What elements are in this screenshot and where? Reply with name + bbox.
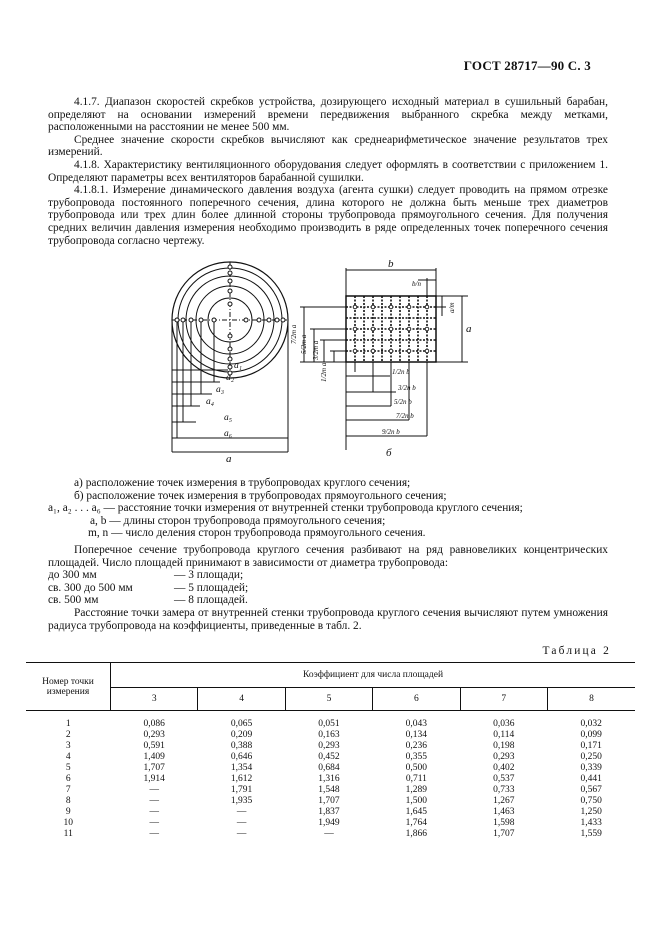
coefficient-cell: 0,209	[230, 730, 253, 740]
table-row	[26, 741, 635, 752]
row-number: 9	[65, 807, 71, 817]
coefficient-cell: —	[149, 807, 159, 817]
label-a6: a₆	[224, 429, 233, 439]
coefficient-cell: 0,043	[405, 719, 428, 729]
range-count: — 3 площади;	[174, 569, 244, 581]
measurement-points-figure	[150, 256, 530, 464]
coefficient-cell: 0,441	[580, 774, 602, 784]
legend-a1-a6: a₁, a₂ . . . a₆ — расстояние точки измерения от внутренней стенки трубопровода круглого сечения;	[48, 502, 523, 515]
legend-b: б) расположение точек измерения в трубопроводах прямоугольного сечения;	[74, 489, 447, 502]
coefficient-cell: 1,837	[318, 807, 340, 817]
dim-3a: 3/2m a	[312, 340, 320, 360]
coefficient-cell: 1,433	[580, 818, 602, 828]
range-diameter: св. 500 мм	[48, 594, 99, 607]
coefficient-cell: 1,354	[230, 763, 253, 773]
row-number: 2	[65, 730, 71, 740]
coefficient-cell: 0,032	[580, 719, 602, 729]
coefficient-cell: 1,250	[580, 807, 602, 817]
coefficient-cell: 0,250	[580, 752, 602, 762]
coefficient-cell: —	[149, 829, 159, 839]
dim-7b: 7/2n b	[396, 412, 414, 420]
row-number: 1	[65, 719, 71, 729]
row-number: 8	[65, 796, 71, 806]
intro-text	[48, 96, 608, 247]
label-a2: a₂	[226, 373, 235, 383]
paragraph-cross-section: Поперечное сечение трубопровода круглого сечения разбивают на ряд равновеликих концентрических площадей. Число площадей принимают в зависимости от диаметра трубопровода:	[48, 544, 608, 569]
coefficient-cell: 1,548	[318, 785, 340, 795]
paragraph-distance: Расстояние точки замера от внутренней стенки трубопровода круглого сечения вычисляют путем умножения радиуса трубопровода на коэффициенты, приведенные в табл. 2.	[48, 607, 608, 632]
dim-1a: 1/2m a	[320, 362, 328, 382]
table-row	[26, 763, 635, 774]
range-count: — 8 площадей.	[174, 594, 248, 607]
coefficient-cell: 1,707	[493, 829, 515, 839]
coefficient-cell: —	[324, 829, 334, 839]
coefficient-cell: 1,866	[405, 829, 428, 839]
coefficient-cell: 1,612	[230, 774, 253, 784]
table-row	[26, 818, 635, 829]
coefficient-cell: —	[149, 818, 159, 828]
range-count: — 5 площадей;	[174, 581, 249, 594]
coefficient-cell: 0,236	[405, 741, 428, 751]
range-row	[48, 569, 613, 582]
dim-1b: 1/2n b	[392, 368, 410, 376]
row-number: 11	[63, 829, 73, 839]
diameter-ranges	[48, 569, 613, 607]
coefficient-cell: —	[236, 818, 247, 828]
col-header: 8	[547, 688, 635, 711]
figure-legend	[48, 477, 613, 540]
coefficient-cell: 1,289	[405, 785, 428, 795]
coefficient-cell: 0,402	[493, 763, 515, 773]
paragraph-average: Среднее значение скорости скребков вычисляют как среднеарифметическое значение результатов трех измерений.	[48, 133, 608, 159]
dim-a-over-m: a/m	[448, 302, 456, 313]
col-header-group: Коэффициент для числа площадей	[111, 663, 636, 688]
coefficient-cell: 1,316	[318, 774, 340, 784]
coefficient-cell: 1,598	[493, 818, 515, 828]
legend-m-n: m, n — число деления сторон трубопровода прямоугольного сечения.	[88, 527, 426, 540]
coefficient-cell: 0,733	[493, 785, 515, 795]
paragraph-4-1-8: 4.1.8. Характеристику вентиляционного оборудования следует оформлять в соответствии с приложением 1. Определяют параметры всех вентиляторов барабанной сушилки.	[48, 158, 608, 184]
coefficient-cell: 1,935	[230, 796, 253, 806]
range-diameter: до 300 мм	[48, 569, 97, 581]
coefficients-table	[26, 662, 635, 840]
dim-7a: 7/2m a	[290, 324, 298, 344]
coefficient-cell: 0,537	[493, 774, 515, 784]
coefficient-cell: —	[149, 785, 159, 795]
col-header: 6	[373, 688, 460, 711]
dim-5b: 5/2n b	[394, 398, 412, 406]
coefficient-cell: 1,707	[143, 763, 165, 773]
figure-label-b: б	[386, 447, 392, 459]
circular-section-diagram	[172, 262, 288, 452]
coefficient-cell: 0,355	[405, 752, 428, 762]
table-row	[26, 807, 635, 818]
coefficient-cell: 1,707	[318, 796, 340, 806]
col-header: 3	[111, 688, 198, 711]
dim-5a: 5/2m a	[300, 334, 308, 354]
coefficient-cell: 1,949	[318, 818, 340, 828]
coefficient-cell: 1,409	[143, 752, 165, 762]
coefficient-cell: 0,339	[580, 763, 602, 773]
label-a1: a₁	[234, 361, 243, 371]
coefficient-cell: 1,645	[405, 807, 428, 817]
legend-a: а) расположение точек измерения в трубопроводах круглого сечения;	[74, 477, 411, 489]
coefficient-cell: 0,114	[493, 730, 515, 740]
coefficient-cell: —	[236, 807, 247, 817]
coefficient-cell: 0,500	[405, 763, 428, 773]
table-row	[26, 711, 635, 731]
col-header: 5	[285, 688, 372, 711]
label-a4: a₄	[206, 397, 215, 407]
coefficient-cell: 0,646	[230, 752, 253, 762]
coefficient-cell: 0,750	[580, 796, 602, 806]
coefficient-cell: 0,293	[493, 752, 515, 762]
range-row	[48, 582, 613, 595]
table-body	[26, 711, 635, 841]
coefficient-cell: 0,198	[493, 741, 515, 751]
row-number: 5	[65, 763, 71, 773]
label-a5: a₅	[224, 413, 233, 423]
coefficient-cell: 0,163	[318, 730, 340, 740]
paragraph-4-1-7: 4.1.7. Диапазон скоростей скребков устройства, дозирующего исходный материал в сушильный барабан, определяют на основании измерений времени передвижения выбранного скребка между метками, расположенными на расстоянии не менее 500 мм.	[48, 96, 608, 134]
table-header-row	[26, 663, 635, 688]
coefficient-cell: 1,764	[405, 818, 428, 828]
dim-label-a: a	[466, 323, 472, 335]
coefficient-cell: 1,791	[230, 785, 253, 795]
coefficient-cell: 0,711	[405, 774, 427, 784]
table-row	[26, 730, 635, 741]
label-a3: a₃	[216, 385, 225, 395]
figure-label-a: а	[226, 453, 232, 464]
dim-label-b: b	[388, 258, 394, 270]
coefficient-cell: 0,051	[318, 719, 340, 729]
coefficient-cell: 0,293	[318, 741, 340, 751]
coefficient-cell: 1,500	[405, 796, 428, 806]
coefficient-cell: —	[236, 829, 247, 839]
dim-9b: 9/2n b	[382, 428, 400, 436]
col-header-point: Номер точки измерения	[26, 663, 111, 711]
coefficient-cell: 0,134	[405, 730, 428, 740]
rectangular-section-diagram	[300, 268, 468, 450]
coefficient-cell: 0,065	[230, 719, 253, 729]
coefficient-cell: —	[149, 796, 159, 806]
range-diameter: св. 300 до 500 мм	[48, 581, 133, 594]
coefficient-cell: 0,591	[143, 741, 165, 751]
table-row	[26, 796, 635, 807]
table-row	[26, 774, 635, 785]
dim-b-over-n: b/n	[412, 280, 421, 288]
table-row	[26, 752, 635, 763]
table-caption: Таблица 2	[542, 645, 611, 657]
legend-a-b: a, b — длины сторон трубопровода прямоугольного сечения;	[90, 514, 386, 527]
coefficient-cell: 0,171	[580, 741, 602, 751]
coefficient-cell: 1,914	[143, 774, 165, 784]
table-subheader-row	[26, 688, 635, 711]
coefficient-cell: 0,293	[143, 730, 165, 740]
page-header: ГОСТ 28717—90 С. 3	[463, 58, 591, 73]
distance-text	[48, 607, 608, 632]
row-number: 4	[65, 752, 71, 762]
col-header: 7	[460, 688, 547, 711]
row-number: 10	[63, 818, 73, 828]
coefficient-cell: 0,567	[580, 785, 602, 795]
coefficient-cell: 0,684	[318, 763, 340, 773]
col-header: 4	[198, 688, 285, 711]
coefficient-cell: 0,099	[580, 730, 602, 740]
row-number: 6	[65, 774, 71, 784]
coefficient-cell: 0,086	[143, 719, 165, 729]
row-number: 7	[65, 785, 71, 795]
coefficient-cell: 0,452	[318, 752, 340, 762]
paragraph-4-1-8-1: 4.1.8.1. Измерение динамического давления воздуха (агента сушки) следует проводить на прямом отрезке трубопровода постоянного поперечного сечения, длина которого не должна быть меньше трех диаметров трубопровода или трех длин более длинной стороны трубопровода прямоугольного сечения. Для получения средних величин давления измерения необходимо производить в ряде определенных точек поперечного сечения трубопровода согласно чертежу.	[48, 184, 608, 247]
coefficient-cell: 0,036	[493, 719, 515, 729]
coefficient-cell: 1,559	[580, 829, 602, 839]
dim-3b: 3/2n b	[398, 384, 416, 392]
table-row	[26, 829, 635, 840]
row-number: 3	[65, 741, 71, 751]
cross-section-text	[48, 544, 608, 569]
coefficient-cell: 1,267	[493, 796, 515, 806]
table-row	[26, 785, 635, 796]
coefficient-cell: 0,388	[230, 741, 253, 751]
range-row	[48, 594, 613, 607]
coefficient-cell: 1,463	[493, 807, 515, 817]
